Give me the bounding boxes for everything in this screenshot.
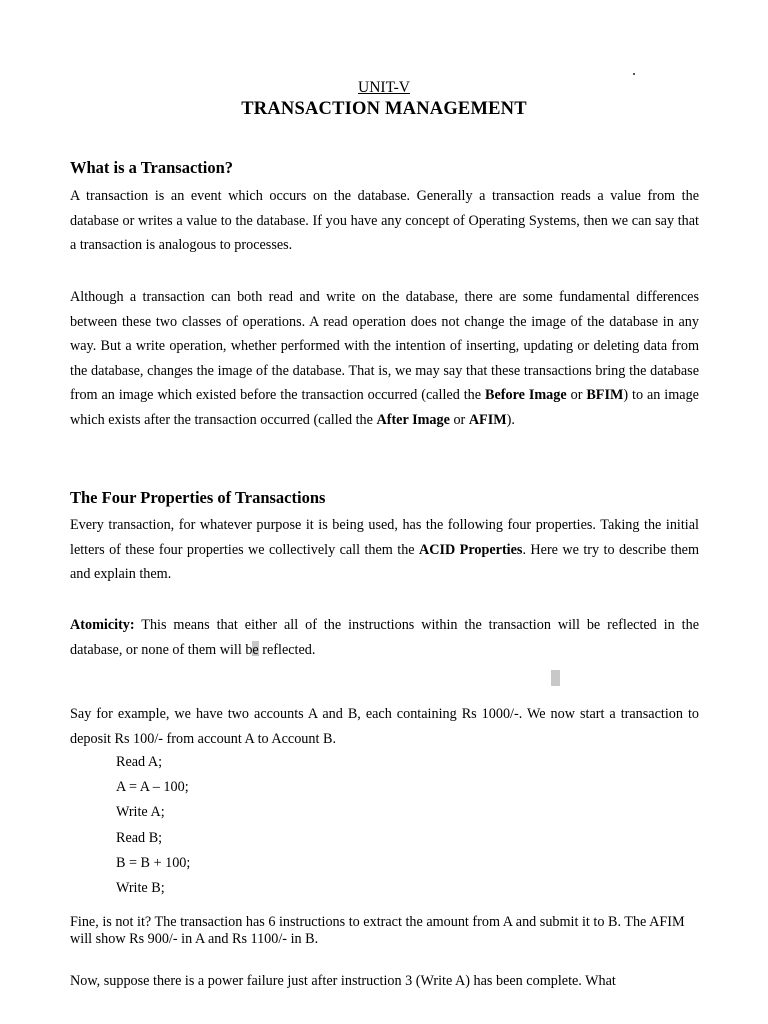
text-run: This means that either all of the instructions within the transaction will be reflected in the database, or none of them will b (70, 617, 699, 658)
paragraph-fine: Fine, is not it? The transaction has 6 instructions to extract the amount from A and submit it to B. The AFIM will show Rs 900/- in A and Rs 1100/- in B. (70, 914, 685, 947)
bold-acid-properties: ACID Properties (419, 541, 523, 558)
heading-four-properties: The Four Properties of Transactions (70, 488, 326, 507)
text-run: e reflected. (252, 641, 316, 658)
text-run: . Here we try to describe them and explain them. (70, 541, 699, 583)
code-line: Write B; (116, 879, 165, 896)
paragraph-example: Say for example, we have two accounts A and B, each containing Rs 1000/-. We now start a transaction to deposit Rs 100/- from account A to Account B. (70, 706, 699, 747)
text-run: Although a transaction can both read and write on the database, there are some fundamental differences between these two classes of operations. A read operation does not change the image of the database in any way. But a write operation, whether performed with the intention of inserting, updating or deleting data from the database, changes the image of the database. That is, we may say that these transactions bring the database from an image which existed before the transaction occurred (called the (70, 289, 699, 404)
paragraph-acid-intro (70, 513, 699, 587)
paragraph-transaction-definition: A transaction is an event which occurs on the database. Generally a transaction reads a value from the database or writes a value to the database. If you have any concept of Operating Systems, then we can say that a transaction is analogous to processes. (70, 188, 699, 254)
code-line: Read B; (116, 829, 163, 846)
text-run: or (449, 411, 469, 428)
code-line: Read A; (116, 754, 163, 770)
code-line: B = B + 100; (116, 854, 191, 871)
unit-label: UNIT-V (358, 79, 410, 96)
paragraph-read-write-difference (70, 285, 699, 433)
bold-bfim: BFIM (586, 387, 624, 404)
code-line: A = A – 100; (116, 779, 189, 796)
bold-afim: AFIM (468, 411, 507, 428)
code-line: Write A; (116, 804, 165, 821)
heading-what-is-transaction: What is a Transaction? (70, 158, 234, 177)
bold-after-image: After Image (376, 411, 450, 428)
paragraph-power-failure: Now, suppose there is a power failure just after instruction 3 (Write A) has been complete. What (70, 973, 616, 989)
text-run: Every transaction, for whatever purpose it is being used, has the following four properties. Taking the initial letters of these four properties we collectively call them the (70, 517, 699, 558)
text-run: ) to an image which exists after the transaction occurred (called the (70, 387, 699, 428)
selection-marker (551, 670, 560, 686)
page-title: TRANSACTION MANAGEMENT (241, 99, 527, 119)
text-run: or (566, 387, 587, 404)
code-block (116, 750, 190, 901)
text-run: ). (506, 411, 515, 428)
stray-dot (633, 73, 635, 75)
paragraph-atomicity (70, 613, 699, 662)
bold-atomicity: Atomicity: (70, 617, 135, 633)
bold-before-image: Before Image (485, 387, 567, 404)
